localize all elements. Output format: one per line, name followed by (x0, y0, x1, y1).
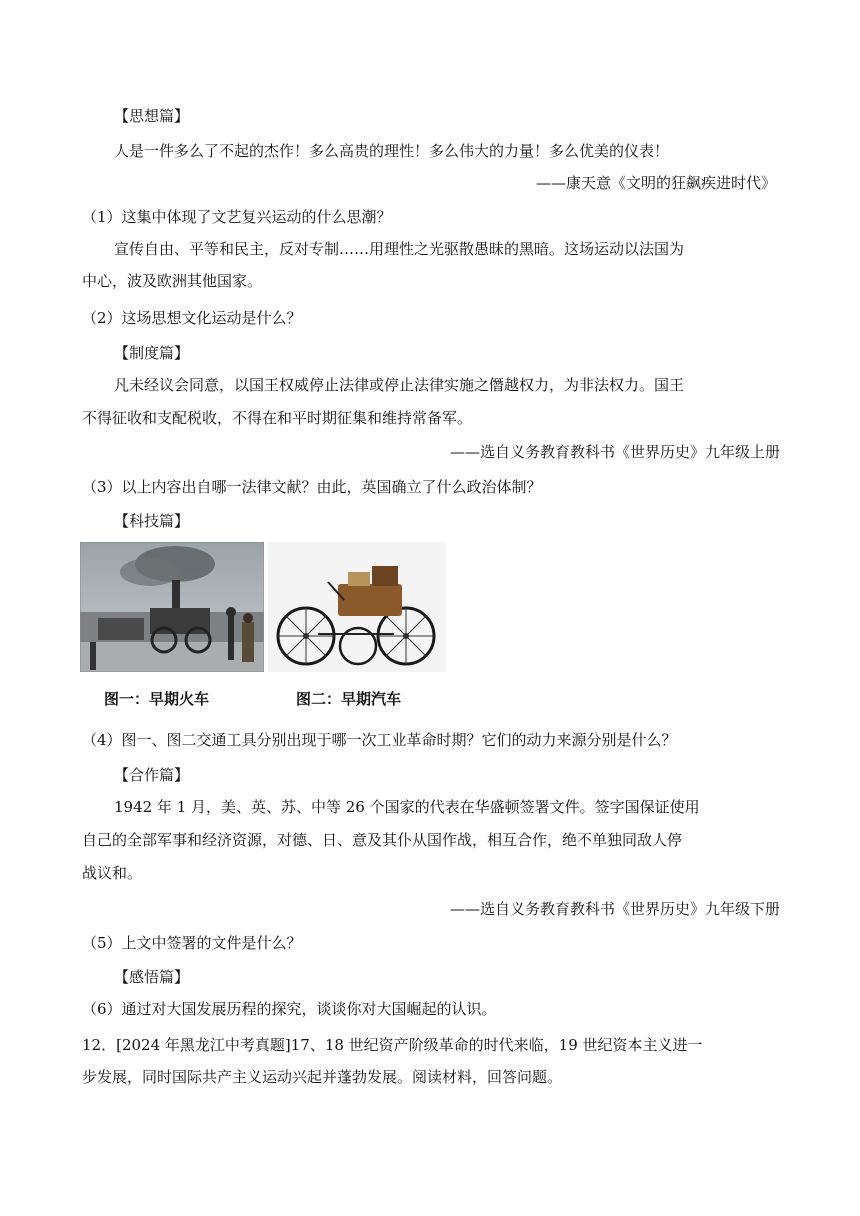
question-12-line2: 步发展，同时国际共产主义运动兴起并蓬勃发展。阅读材料，回答问题。 (82, 1068, 563, 1086)
question-4: （4）图一、图二交通工具分别出现于哪一次工业革命时期？它们的动力来源分别是什么？ (82, 731, 677, 749)
early-car-illustration (268, 542, 446, 672)
system-text-line1: 凡未经议会同意，以国王权威停止法律或停止法律实施之僭越权力，为非法权力。国王 (114, 376, 685, 394)
question-5: （5）上文中签署的文件是什么？ (82, 934, 302, 952)
thought-quote: 人是一件多么了不起的杰作！多么高贵的理性！多么伟大的力量！多么优美的仪表！ (114, 142, 670, 160)
section-heading-tech: 【科技篇】 (114, 512, 190, 530)
question-3: （3）以上内容出自哪一法律文献？由此，英国确立了什么政治体制？ (82, 478, 542, 496)
section-heading-system: 【制度篇】 (114, 344, 190, 362)
figure-early-train (80, 542, 264, 672)
cooperation-line1: 1942 年 1 月，美、英、苏、中等 26 个国家的代表在华盛顿签署文件。签字国保证使用 (114, 798, 700, 816)
cooperation-line2: 自己的全部军事和经济资源，对德、日、意及其仆从国作战，相互合作，绝不单独同敌人停 (82, 831, 683, 849)
section-heading-cooperation: 【合作篇】 (114, 766, 190, 784)
figure-2-caption: 图二：早期汽车 (296, 690, 402, 708)
question-6: （6）通过对大国发展历程的探究，谈谈你对大国崛起的认识。 (82, 1000, 497, 1018)
early-train-illustration (80, 542, 264, 672)
figure-early-car (268, 542, 446, 672)
section-heading-thought: 【思想篇】 (114, 107, 190, 125)
section-heading-reflection: 【感悟篇】 (114, 968, 190, 986)
thought-source: ——康天意《文明的狂飙疾进时代》 (535, 174, 776, 192)
paragraph-enlightenment-line1: 宣传自由、平等和民主，反对专制……用理性之光驱散愚昧的黑暗。这场运动以法国为 (114, 240, 685, 258)
system-text-line2: 不得征收和支配税收，不得在和平时期征集和维持常备军。 (82, 409, 473, 427)
paragraph-enlightenment-line2: 中心，波及欧洲其他国家。 (82, 272, 263, 290)
figure-1-caption: 图一：早期火车 (104, 690, 210, 708)
cooperation-source: ——选自义务教育教科书《世界历史》九年级下册 (449, 900, 780, 918)
question-1: （1）这集中体现了文艺复兴运动的什么思潮？ (82, 208, 392, 226)
question-2: （2）这场思想文化运动是什么？ (82, 309, 302, 327)
question-12-line1: 12．[2024 年黑龙江中考真题]17、18 世纪资产阶级革命的时代来临，19 世纪资本主义进一 (82, 1036, 703, 1054)
system-source: ——选自义务教育教科书《世界历史》九年级上册 (449, 443, 780, 461)
cooperation-line3: 战议和。 (82, 864, 143, 882)
